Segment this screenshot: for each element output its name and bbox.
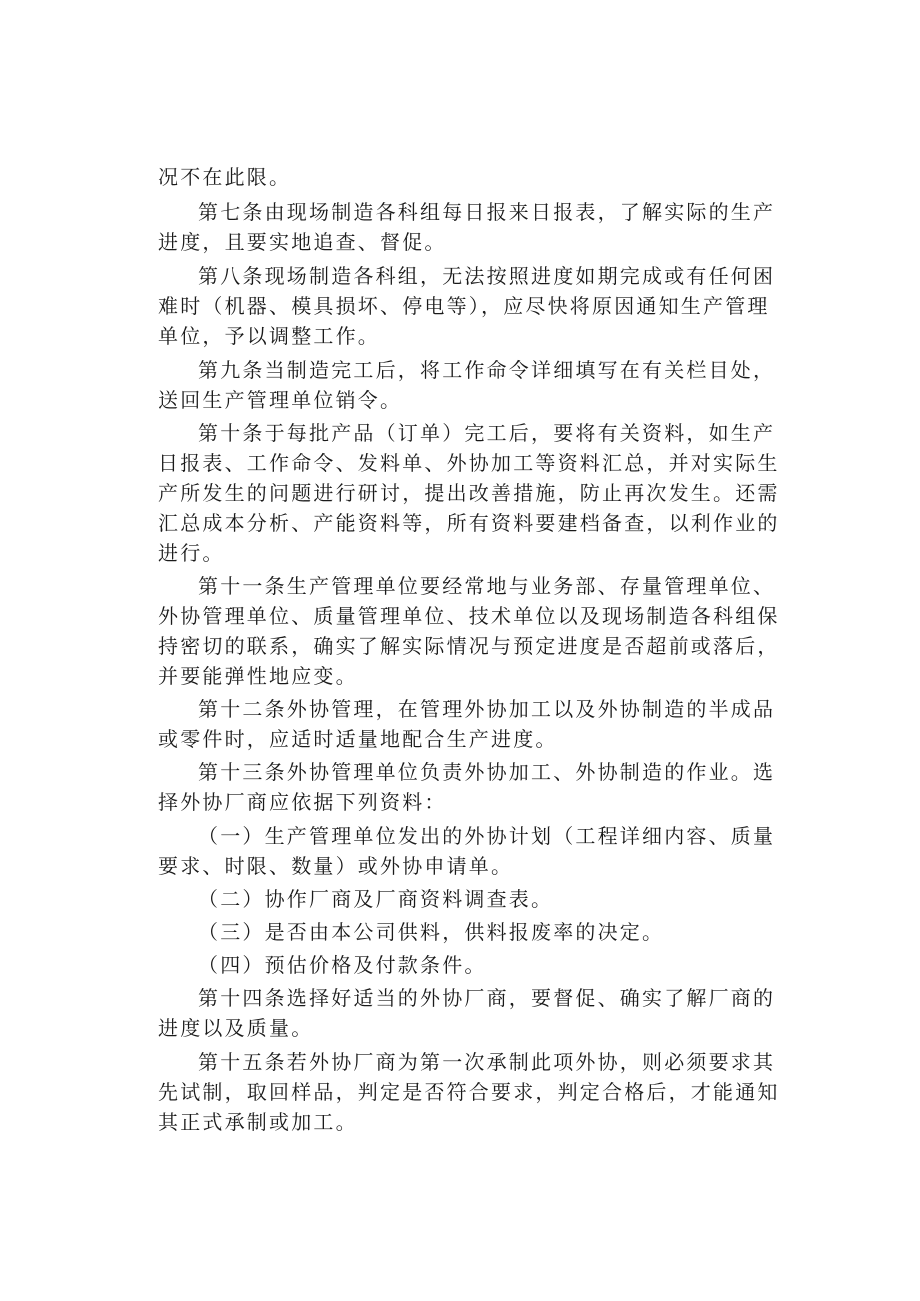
article-8-line-3: 单位，予以调整工作。	[158, 324, 380, 348]
article-12-line-2: 或零件时，应适时适量地配合生产进度。	[158, 727, 558, 751]
article-10-line-3: 产所发生的问题进行研讨，提出改善措施，防止再次发生。还需	[158, 481, 780, 505]
article-10-line-2: 日报表、工作命令、发料单、外协加工等资料汇总，并对实际生	[158, 451, 780, 475]
article-11-line-1: 第十一条生产管理单位要经常地与业务部、存量管理单位、	[198, 574, 776, 598]
article-15-line-3: 其正式承制或加工。	[158, 1110, 358, 1134]
article-12-line-1: 第十二条外协管理，在管理外协加工以及外协制造的半成品	[198, 697, 776, 721]
text-line: 况不在此限。	[158, 165, 292, 189]
article-15-line-1: 第十五条若外协厂商为第一次承制此项外协，则必须要求其	[198, 1050, 776, 1074]
article-10-line-4: 汇总成本分析、产能资料等，所有资料要建档备查，以利作业的	[158, 511, 780, 535]
article-14-line-2: 进度以及质量。	[158, 1016, 314, 1040]
list-item-4: （四）预估价格及付款条件。	[198, 953, 487, 977]
article-9-line-2: 送回生产管理单位销令。	[158, 388, 403, 412]
article-11-line-3: 持密切的联系，确实了解实际情况与预定进度是否超前或落后，	[158, 634, 780, 658]
article-13-line-2: 择外协厂商应依据下列资料：	[158, 790, 447, 814]
article-11-line-2: 外协管理单位、质量管理单位、技术单位以及现场制造各科组保	[158, 604, 780, 628]
article-7-line-2: 进度，且要实地追查、督促。	[158, 230, 447, 254]
article-13-line-1: 第十三条外协管理单位负责外协加工、外协制造的作业。选	[198, 760, 776, 784]
article-11-line-4: 并要能弹性地应变。	[158, 664, 358, 688]
article-7-line-1: 第七条由现场制造各科组每日报来日报表，了解实际的生产	[198, 200, 776, 224]
article-9-line-1: 第九条当制造完工后，将工作命令详细填写在有关栏目处，	[198, 358, 776, 382]
article-14-line-1: 第十四条选择好适当的外协厂商，要督促、确实了解厂商的	[198, 986, 776, 1010]
list-item-1-line-1: （一）生产管理单位发出的外协计划（工程详细内容、质量	[198, 824, 776, 848]
article-10-line-5: 进行。	[158, 541, 225, 565]
article-8-line-2: 难时（机器、模具损坏、停电等），应尽快将原因通知生产管理	[158, 294, 770, 318]
list-item-2: （二）协作厂商及厂商资料调查表。	[198, 887, 554, 911]
article-8-line-1: 第八条现场制造各科组，无法按照进度如期完成或有任何困	[198, 264, 776, 288]
article-15-line-2: 先试制，取回样品，判定是否符合要求，判定合格后，才能通知	[158, 1080, 780, 1104]
list-item-3: （三）是否由本公司供料，供料报废率的决定。	[198, 920, 665, 944]
article-10-line-1: 第十条于每批产品（订单）完工后，要将有关资料，如生产	[198, 421, 776, 445]
list-item-1-line-2: 要求、时限、数量）或外协申请单。	[158, 854, 514, 878]
